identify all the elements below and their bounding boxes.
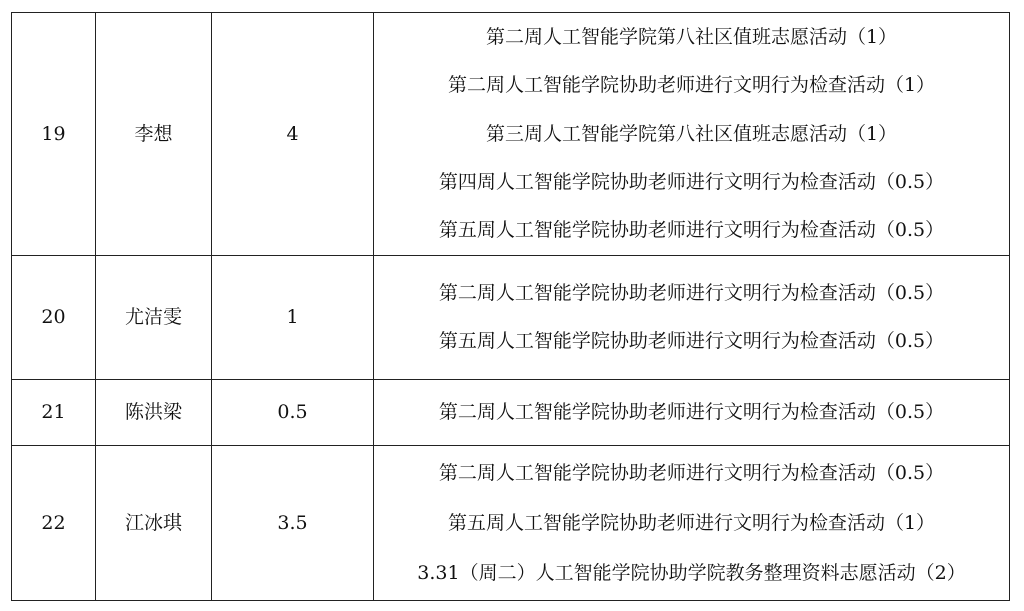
- volunteer-hours-table: [11, 12, 1010, 601]
- volunteer-hours-cell: 0.5: [212, 380, 374, 446]
- student-name-cell: 尤洁雯: [96, 256, 212, 380]
- activities-cell: [374, 446, 1010, 601]
- row-number-cell: 19: [12, 13, 96, 256]
- volunteer-hours-cell: 3.5: [212, 446, 374, 601]
- student-name-cell: 陈洪梁: [96, 380, 212, 446]
- table-row: [12, 446, 1010, 601]
- activity-item: 第二周人工智能学院协助老师进行文明行为检查活动（1）: [447, 74, 936, 97]
- row-number-cell: 20: [12, 256, 96, 380]
- table-row: [12, 13, 1010, 256]
- activity-item: 第二周人工智能学院协助老师进行文明行为检查活动（0.5）: [438, 401, 945, 424]
- volunteer-hours-cell: 4: [212, 13, 374, 256]
- activity-item: 第五周人工智能学院协助老师进行文明行为检查活动（0.5）: [438, 330, 945, 353]
- activity-item: 3.31（周二）人工智能学院协助学院教务整理资料志愿活动（2）: [417, 561, 966, 584]
- activities-cell: [374, 380, 1010, 446]
- activity-item: 第三周人工智能学院第八社区值班志愿活动（1）: [485, 122, 898, 145]
- volunteer-hours-cell: 1: [212, 256, 374, 380]
- activity-item: 第二周人工智能学院协助老师进行文明行为检查活动（0.5）: [438, 281, 945, 304]
- activity-item: 第二周人工智能学院第八社区值班志愿活动（1）: [485, 25, 898, 48]
- table-row: [12, 256, 1010, 380]
- activities-cell: [374, 13, 1010, 256]
- student-name-cell: 江冰琪: [96, 446, 212, 601]
- student-name-cell: 李想: [96, 13, 212, 256]
- row-number-cell: 22: [12, 446, 96, 601]
- activity-item: 第五周人工智能学院协助老师进行文明行为检查活动（1）: [447, 511, 936, 534]
- activity-item: 第四周人工智能学院协助老师进行文明行为检查活动（0.5）: [438, 170, 945, 193]
- activity-item: 第五周人工智能学院协助老师进行文明行为检查活动（0.5）: [438, 219, 945, 242]
- row-number-cell: 21: [12, 380, 96, 446]
- activity-item: 第二周人工智能学院协助老师进行文明行为检查活动（0.5）: [438, 461, 945, 484]
- table-row: [12, 380, 1010, 446]
- activities-cell: [374, 256, 1010, 380]
